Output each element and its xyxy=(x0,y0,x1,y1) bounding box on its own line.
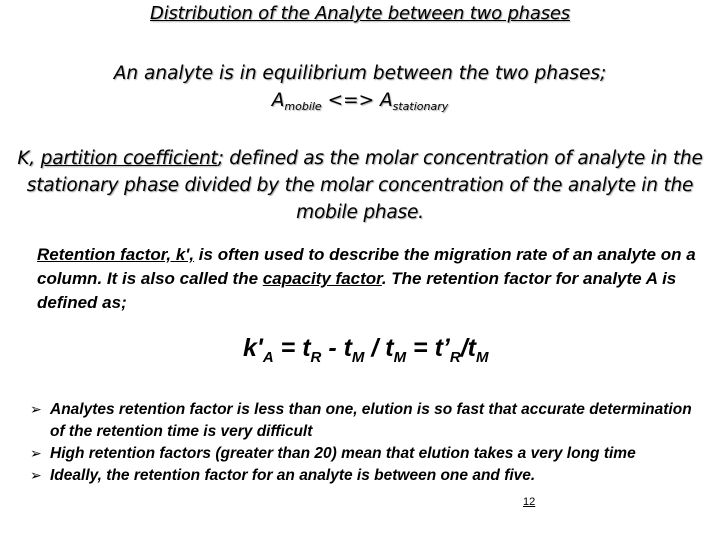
f-part: / t xyxy=(364,334,394,362)
slide-title: Distribution of the Analyte between two phases xyxy=(150,3,570,24)
list-item xyxy=(30,465,710,487)
eq-sub-mobile: mobile xyxy=(284,100,322,113)
eq-a-stationary: A xyxy=(379,90,393,111)
f-part: = t xyxy=(273,334,311,362)
f-part: = t’ xyxy=(406,334,450,362)
partition-coefficient-term: partition coefficient xyxy=(40,148,218,169)
f-sub: R xyxy=(449,349,461,366)
eq-arrow: <=> xyxy=(321,90,380,111)
retention-factor-paragraph xyxy=(37,243,707,315)
k-lead: K, xyxy=(17,148,41,169)
bullet-text: Ideally, the retention factor for an analyte is between one and five. xyxy=(50,467,536,484)
f-part: /t xyxy=(460,334,476,362)
retention-factor-term: Retention factor, k', xyxy=(37,245,195,264)
eq-sub-stationary: stationary xyxy=(392,100,449,113)
intro-line: An analyte is in equilibrium between the two phases; xyxy=(113,63,607,84)
list-item xyxy=(30,443,710,465)
k-definition-text: ; defined as the molar concentration of analyte in the stationary phase divided by the molar concentration of the analyte in the mobile phase. xyxy=(26,148,703,223)
equilibrium-equation xyxy=(0,87,720,116)
list-item xyxy=(30,399,710,443)
arrow-bullet-icon: ➢ xyxy=(30,468,42,484)
retention-text-2: . The retention factor for analyte A is defined as; xyxy=(37,269,677,312)
retention-factor-formula xyxy=(243,334,489,366)
bullet-text: Analytes retention factor is less than one, elution is so fast that accurate determination of the retention time is very difficult xyxy=(50,401,692,440)
bullet-list xyxy=(30,399,710,487)
bullet-text: High retention factors (greater than 20) mean that elution takes a very long time xyxy=(50,445,636,462)
f-sub: M xyxy=(351,349,365,366)
f-sub: M xyxy=(475,349,489,366)
eq-a-mobile: A xyxy=(271,90,285,111)
f-part: - t xyxy=(321,334,352,362)
f-part: k' xyxy=(243,334,263,362)
arrow-bullet-icon: ➢ xyxy=(30,446,42,462)
capacity-factor-term: capacity factor xyxy=(262,269,382,288)
partition-coefficient-definition xyxy=(2,145,718,226)
equilibrium-intro xyxy=(0,60,720,116)
arrow-bullet-icon: ➢ xyxy=(30,402,42,418)
page-number: 12 xyxy=(523,496,536,508)
f-sub: R xyxy=(310,349,322,366)
f-sub: M xyxy=(393,349,407,366)
retention-text-1: is often used to describe the migration rate of an analyte on a column. It is also called the xyxy=(37,245,696,288)
f-sub: A xyxy=(262,349,274,366)
